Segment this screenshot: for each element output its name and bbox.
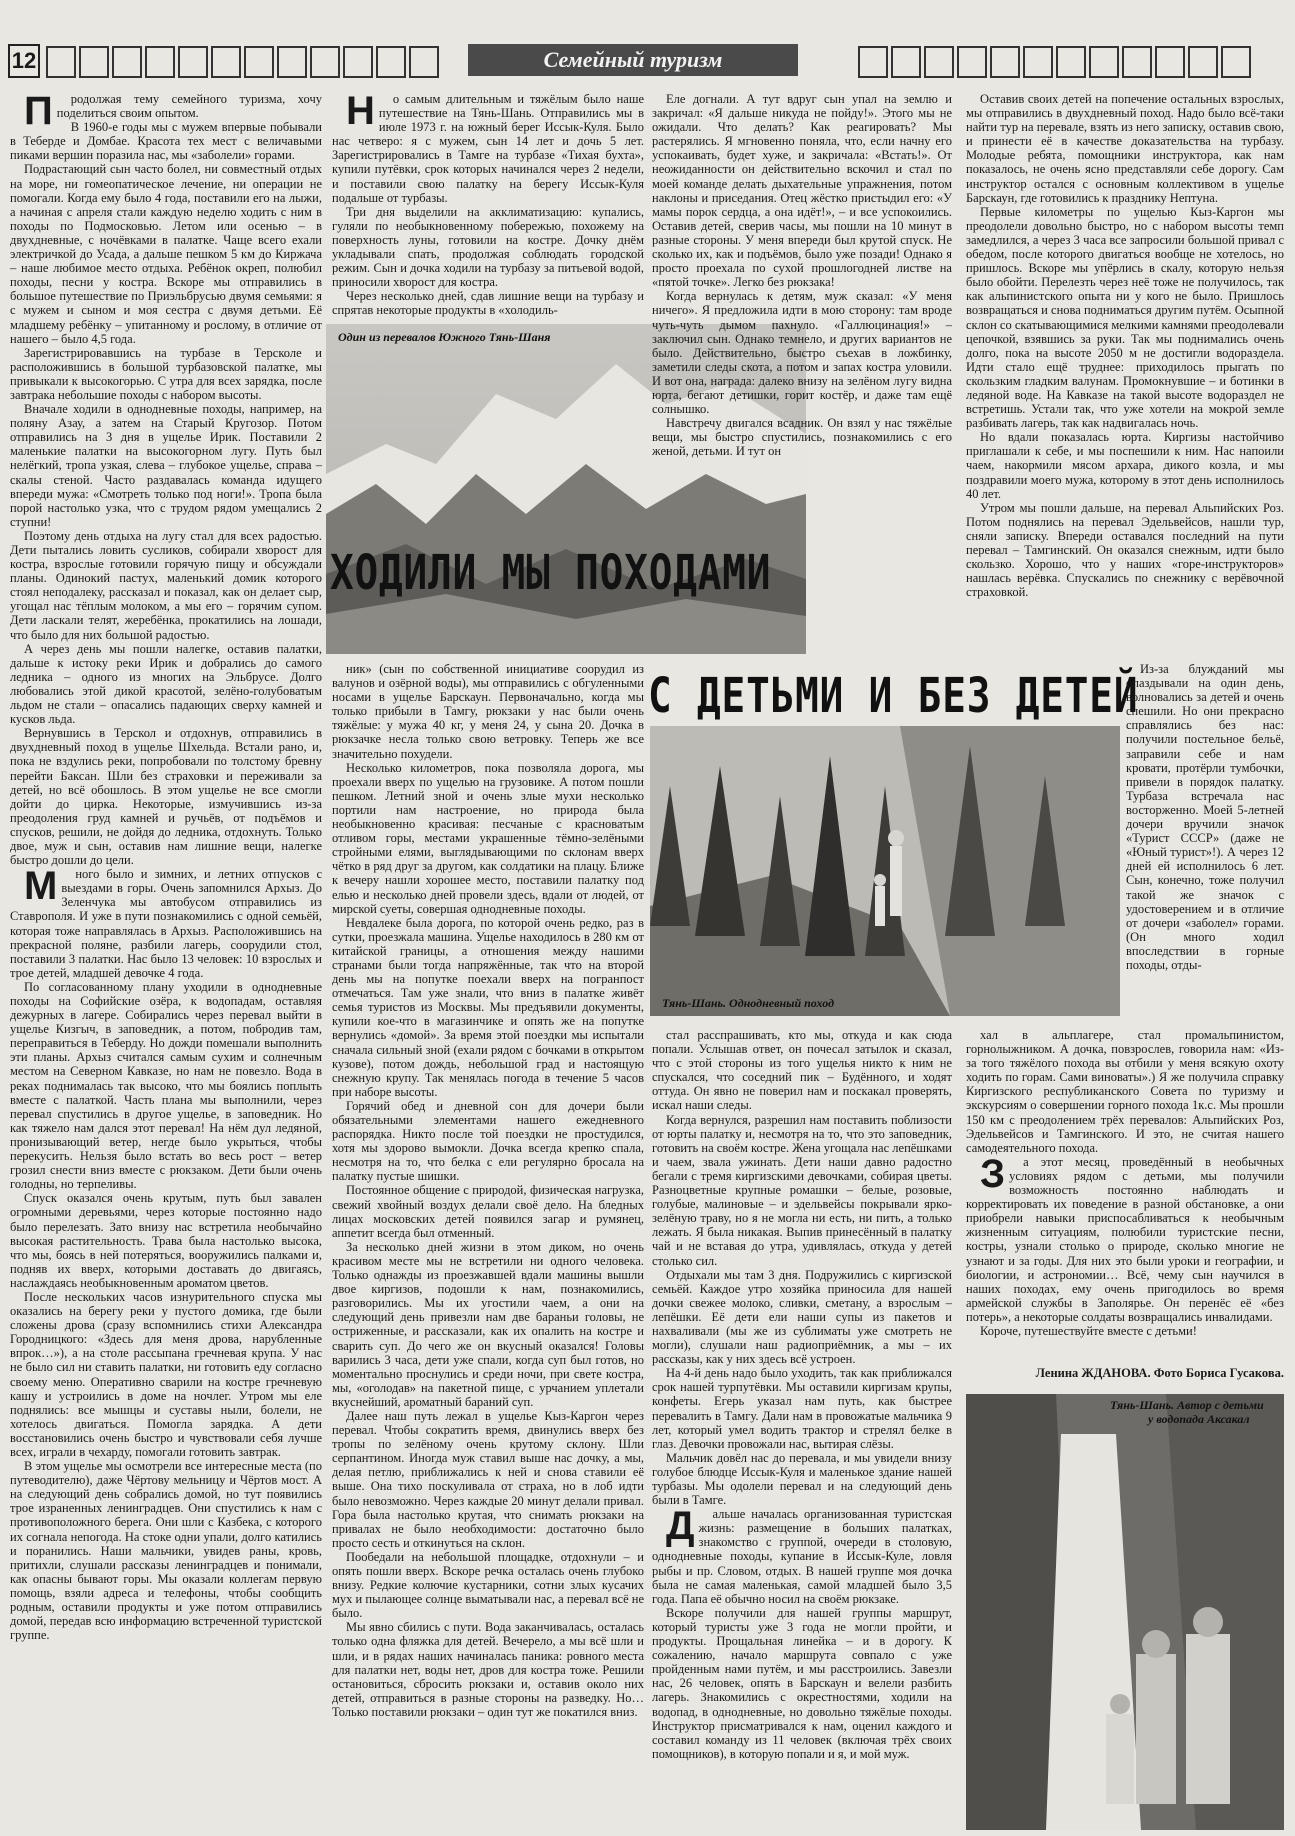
paragraph: За несколько дней жизни в этом диком, но очень красивом месте мы не встретили ни одного человека. Только однажды из проезжавшей вдали машины вышли двое киргизов, подошли к нам, познакомились, разговорились. Мы их угостили чаем, а они на следующий день привезли нам две бараньи головы, не остриженные, и рассказали, как их опалить на костре и сварить суп. До чего же он вкусный оказался! Головы варились 3 часа, дети уже спали, когда суп был готов, но моментально проснулись и среди ночи, при свете костра, мы, «оголодав» на пакетной пище, с урчанием уплетали вкуснейший, ароматный бараний суп. xyxy=(332,1239,644,1409)
paragraph: Мы явно сбились с пути. Вода заканчивалась, осталась только одна фляжка для детей. Вечерело, а мы всё шли и шли, и в рядах наших начиналась паника: ровного места для палатки нет, воды нет, дров для костра тоже. Решили остановиться, сбросить рюкзаки и, оставив около них детей, отправиться в разные стороны на разведку. Но… Только поставили рюкзаки – один тут же покатился вниз. xyxy=(332,1620,644,1719)
paragraph: Но вдали показалась юрта. Киргизы настойчиво приглашали к себе, и мы поспешили к ним. Нас напоили чаем, накормили мясом архара, дикого козла, и мы поздравили моего мужа, которому в этот день исполнилось 40 лет. xyxy=(966,430,1284,501)
paragraph: Постоянное общение с природой, физическая нагрузка, свежий хвойный воздух делали своё дело. На бледных лицах московских детей появился загар и румянец, аппетит всегда был отменный. xyxy=(332,1183,644,1240)
header-decoration-left xyxy=(46,46,439,78)
article-column-4-bottom xyxy=(966,1028,1284,1388)
paragraph: Навстречу двигался всадник. Он взял у нас тяжёлые вещи, мы быстро спустились, познакомились с его женой, детьми. И тут он xyxy=(652,416,952,459)
article-column-2-top xyxy=(332,89,644,320)
headline-line-1: ХОДИЛИ МЫ ПОХОДАМИ xyxy=(330,545,772,601)
paragraph: Отдыхали мы там 3 дня. Подружились с киргизской семьёй. Каждое утро хозяйка приносила для нашей дочки свежее молоко, сливки, сметану, а взрослым – лепёшки. Её дети ели наши супы из пакетов и нахваливали (мы же из сублиматы уже смотреть не могли), слушали наш радиоприёмник, а мы – их рассказы, как у них здесь всё устроен. xyxy=(652,1267,952,1367)
page-header xyxy=(0,40,1295,84)
headline-line-2: С ДЕТЬМИ И БЕЗ ДЕТЕЙ xyxy=(648,668,1139,724)
photo2-caption: Тянь-Шань. Однодневный поход xyxy=(662,996,835,1010)
paragraph: ник» (сын по собственной инициативе соорудил из валунов и озёрной воды), мы отправились с обгуленными носами в ущелье Барскаун. Первоначально, когда мы только прибыли в Тамгу, рюкзаки у нас были очень тяжёлые: у мужа 40 кг, у меня 24, у сына 20. Дочка в рюкзачке несла только свою ветровку. Теперь же все значительно похудели. xyxy=(332,662,644,761)
paragraph: После нескольких часов изнурительного спуска мы оказались на берегу реки у пустого домика, где были сложены дрова (сразу вспомнились стихи Александра Городницкого: «Здесь для меня дрова, нарубленные впрок…»), а на столе рассыпана гречневая крупа. У нас не было сил ни ставить палатки, ни готовить еду согласно своему меню. Оперативно сварили на костре гречневую кашу и устроились в доме на ночлег. Утром мы еле поднялись: все мышцы и суставы ныли, болели, не хотелось двигаться. Помогла зарядка. А дети восстановились очень быстро и чувствовали себя лучше всех, играли в чехарду, помогали готовить завтрак. xyxy=(10,1289,322,1459)
paragraph: Из-за блужданий мы опаздывали на один день, волновались за детей и очень спешили. Но они прекрасно справлялись без нас: получили постельное бельё, заправили себе и нам кровати, протёрли тумбочки, привели в порядок палатку. Турбаза встречала нас восторженно. Моей 5-летней дочери вручили значок «Турист СССР» (даже не «Юный турист»!). А через 12 дней ей исполнилось 6 лет. Сын, конечно, тоже получил такой же значок с удостоверением и в отличие от дочери «заболел» горами. (Он много ходил впоследствии в горные походы, отды- xyxy=(1126,662,1284,972)
paragraph: За этот месяц, проведённый в необычных условиях рядом с детьми, мы получили возможность постоянно наблюдать и корректировать их поведение в разной обстановке, а они приобрели навыки приспосабливаться к необычным жизненным ситуациям, полюбили туристские песни, костры, узнали столько о природе, сколько многие не узнают и за годы. Для них это были уроки и географии, и биологии, и астрономии… Всё, чему сын научился в наших походах, ему очень пригодилось во время армейской службы в Заполярье. Он перенёс её «без потерь», а некоторые солдаты возвращались инвалидами. xyxy=(966,1151,1284,1324)
signature-text: Ленина ЖДАНОВА. Фото Бориса Гусакова. xyxy=(1035,1366,1284,1380)
paragraph: Но самым длительным и тяжёлым было наше путешествие на Тянь-Шань. Отправились мы в июле 1973 г. на южный берег Иссык-Куля. Было нас четверо: я с мужем, сын 14 лет и дочь 5 лет. Зарегистрировались в Тамге на турбазе «Тихая бухта», купили путёвки, срок которых начинался через 2 недели, и поставили свою палатку на берегу Иссык-Куля подальше от турбазы. xyxy=(332,89,644,205)
paragraph: Когда вернулась к детям, муж сказал: «У меня ничего». Я предложила идти в мою сторону: там вроде чуть-чуть дымом пахнуло. «Галлюцинация!» – заключил сын. Однако темнело, и других вариантов не было. Действительно, быстро съехав в ложбинку, заметили следы скота, а потом и запах костра уловили. И вот она, награда: далеко внизу на зелёном лугу видна юрта, бегают детишки, горит костёр, и даже там ещё солнышко. xyxy=(652,289,952,417)
article-column-4-narrow xyxy=(1126,662,1284,1022)
paragraph: Далее наш путь лежал в ущелье Кыз-Каргон через перевал. Чтобы сократить время, двинулись вверх без тропы по зелёному очень крутому склону. Шли серпантином. Иногда муж ставил выше нас дочку, а мы, делая петлю, приближались к ней и снова ставили её выше. Она тихо поскуливала от страха, но в лоб идти было невозможно. Через каждые 20 минут делали привал. Гора была настолько крутая, что снимать рюкзаки на привалах не было необходимости: достаточно было просто сесть и откинуться на склон. xyxy=(332,1408,644,1550)
article-column-3-bottom xyxy=(652,1028,952,1832)
paragraph: хал в альплагере, стал промальпинистом, горнолыжником. А дочка, повзрослев, говорила нам: «Из-за того тяжёлого похода вы отбили у меня всякую охоту ходить по горам. Сами виноваты».) Я же получила справку Киргизского республиканского Совета по туризму и экскурсиям о совершении горного похода 1к.с. Мы прошли 150 км с преодолением трёх перевалов: Альпийских Роз, Эдельвейсов и Тамгинского. И это, не считая нашего самодеятельного похода. xyxy=(966,1028,1284,1155)
article-column-1 xyxy=(10,89,322,1832)
paragraph: Пообедали на небольшой площадке, отдохнули – и опять пошли вверх. Вскоре речка осталась очень глубоко внизу. Редкие колючие кустарники, сотни злых кусачих мух и пылающее солнце выматывали нас, а перевал всё не было. xyxy=(332,1549,644,1621)
photo-forest-trail xyxy=(650,726,1120,1016)
paragraph: Подрастающий сын часто болел, ни совместный отдых на море, ни гомеопатическое лечение, ни операции не помогали. Когда ему было 4 года, поставили его на лыжи, а начиная с апреля стали каждую неделю ходить с ним в походы по Подмосковью. Летом или осенью – в двухдневные, с ночёвками в палатке. Чаще всего ехали электричкой до Усада, а дальше пешком 5 км до Киржача – наше любимое место отдыха. Ребёнок окреп, полюбил походы, песни у костра. Вскоре мы отправились в большое путешествие по Приэльбрусью двумя семьями: я с мужем и сыном и моя сестра с двумя детьми. Её младшему ребёнку – упитанному и рослому, в отличие от нашего – было 4,5 года. xyxy=(10,162,322,346)
paragraph: В этом ущелье мы осмотрели все интересные места (по путеводителю), даже Чёртову мельницу и Чёртов мост. А на следующий день собрались домой, но тут появились трое израненных ленинградцев. Они спустились к нам с противоположного берега. Они шли с Казбека, с которого их согнала непогода. На стоке одни упали, долго катились и поранились. Наши мальчики, увидев раны, кровь, притихли, слушали рассказы ленинградцев и понимали, как опасны бывают горы. Мы оказали коллегам первую помощь, взяли адреса и телефоны, чтобы сообщить родным, оставили продукты и уже потом отправились домой, передав всю информацию встреченной туристской группе. xyxy=(10,1459,322,1643)
paragraph: Горячий обед и дневной сон для дочери были обязательными элементами нашего ежедневного распорядка. Никто после той поездки не простудился, хотя мы здорово вымокли. Дочка всегда крепко спала, несмотря на то, что белка с ели регулярно бросала на палатку пустые шишки. xyxy=(332,1098,644,1184)
paragraph: Невдалеке была дорога, по которой очень редко, раз в сутки, проезжала машина. Ущелье находилось в 280 км от китайской границы, а отношения между нашими странами были тогда напряжённые, так что на второй день мы на попутке поехали вверх на погранпост отмечаться. Там уже знали, что вниз в палатке живёт семья туристов из Москвы. Мы предъявили документы, купили кое-что в магазинчике и опять же на попутке вернулись «домой». За время этой поездки мы испытали сначала сильный зной (ехали рядом с бочками в открытом кузове), потом дождь, небольшой град и настоящую снежную крупу. Так менялась погода в течение 5 часов при наборе высоты. xyxy=(332,915,644,1099)
paragraph: А через день мы пошли налегке, оставив палатки, дальше к истоку реки Ирик и добрались до самого ледника – одного из многих на Эльбрусе. Долго любовались этой дикой красотой, зелёно-голубоватым льдом не стали – опасались падающих сверху камней и кусков льда. xyxy=(10,641,322,727)
author-signature xyxy=(966,1366,1284,1384)
section-rubric: Семейный туризм xyxy=(468,44,798,76)
photo-waterfall xyxy=(966,1394,1284,1830)
article-column-3-side xyxy=(812,324,954,658)
paragraph: Поэтому день отдыха на лугу стал для всех радостью. Дети пытались ловить сусликов, собирали хворост для костра, взрослые готовили горячую пищу и обсуждали планы. Одинокий пастух, маленький домик которого стоял неподалеку, рассказал и показал, как он делает сыр, угощал нас тёплым молоком, а мы его – горячим супом. Дети ласкали телят, жеребёнка, прокатились на лошади, что было для них большой радостью. xyxy=(10,528,322,642)
paragraph: Через несколько дней, сдав лишние вещи на турбазу и спрятав некоторые продукты в «холодиль- xyxy=(332,289,644,318)
paragraph: Спуск оказался очень крутым, путь был завален огромными деревьями, через которые постоянно надо было перелезать. Зато внизу нас встретила необычайно высокая растительность. Трава была настолько высока, что мы, боясь в ней потеряться, вооружились палками и, подняв их вверх, которыми доставать до двигаясь, наслаждаясь необыкновенным ароматом цветов. xyxy=(10,1191,322,1290)
paragraph: Еле догнали. А тут вдруг сын упал на землю и закричал: «Я дальше никуда не пойду!». Этого мы не ожидали. Что делать? Как реагировать? Мы растерялись. Я мгновенно поняла, что, если начну его успокаивать, будет хуже, и закричала: «Встать!». От неожиданности он действительно вскочил и стал по моей команде делать дыхательные упражнения, потом наклоны и приседания. Отец жёстко пристыдил его: «У мамы порок сердца, а она идёт!», – и все успокоились. Оставив детей, сверив часы, мы пошли на 10 минут в разные стороны. У меня впереди был крутой спуск. Не сколько их, как и подъёмов, было уже позади! Однако я просто проехала по сухой прошлогодней листве на «пятой точке». Легко без рюкзака! xyxy=(652,92,952,290)
paragraph: Когда вернулся, разрешил нам поставить поблизости от юрты палатку и, несмотря на то, что это заповедник, готовить на своём костре. Жена угощала нас лепёшками и чаем, звала ужинать. Дети наши давно радостно бегали с тремя киргизскими девочками, собирая цветы. Разноцветные крупные ромашки – белые, розовые, голубые, малиновые – и эдельвейсы покрывали ярко-зелёную траву, но я не могла ни есть, ни пить, а только лежать. Я была никакая. Выпив принесённый в палатку чай и не вставая до утра, удивлялась, откуда у детей столько сил. xyxy=(652,1112,952,1268)
paragraph: Дальше началась организованная туристская жизнь: размещение в больших палатках, знакомство с группой, очереди в столовую, однодневные походы, купание в Иссык-Куле, ловля рыбы и пр. Словом, отдых. В нашей группе моя дочка была не самая маленькая, самой младшей было 3,5 года. Папа её обычно носил на своём рюкзаке. xyxy=(652,1504,952,1606)
article-column-4-top xyxy=(966,92,1284,662)
article-column-2-bottom xyxy=(332,662,644,1832)
paragraph: Вначале ходили в однодневные походы, например, на поляну Азау, а затем на Старый Кругозор. Потом отправились на 3 дня в ущелье Ирик. Поставили 2 маленькие палатки на высокогорном лугу. Путь был нелёгкий, тропа узкая, слева – глубокое ущелье, справа – скалы стеной. Часто раздавалась команда идущего впереди мужа: «Смотреть только под ноги!». Тропа была порой настолько узка, что с трудом рядом умещались 2 ступни! xyxy=(10,402,322,529)
paragraph: На 4-й день надо было уходить, так как приближался срок нашей турпутёвки. Мы оставили киргизам крупы, конфеты. Егерь указал нам путь, как быстрее перевалить в Тамгу. Дали нам в провожатые мальчика 9 лет, который умел водить трактор и стрелял белке в глаз. Девочки провожали нас, вытирая слёзы. xyxy=(652,1366,952,1451)
photo3-caption-line2: у водопада Аксакал xyxy=(1148,1412,1250,1426)
photo1-caption: Один из перевалов Южного Тянь-Шаня xyxy=(338,330,551,344)
paragraph: Первые километры по ущелью Кыз-Каргон мы преодолели довольно быстро, но с набором высоты темп замедлился, а через 3 часа все запросили большой привал с обедом, после которого двигаться вообще не хотелось, но пришлось. Вскоре мы упёрлись в скалу, которую нельзя было обойти. Перелезть через неё тоже не получилось, так как альпинистского опыта ни у кого не было. Пришлось возвращаться и снова подниматься другим путём. Осыпной склон со скатывающимися мелкими камнями преодолевали цепочкой, взявшись за руки. Так мы поднимались очень долго, пока на высоте 2050 м не достигли водораздела. Идти стало ещё труднее: приходилось прыгать по скользким гладким валунам. Промокнувшие – и ботинки в ледяной воде. На Кавказе на такой высоте водораздел не встретишь. Устали так, что уже хотели на мокрой земле разбивать лагерь, так как надвигалась ночь. xyxy=(966,204,1284,431)
paragraph: Утром мы пошли дальше, на перевал Альпийских Роз. Потом поднялись на перевал Эдельвейсов, нашли тур, сняли записку. Впереди оставался последний на пути перевал – Тамгинский. Он оказался снежным, идти было скользко. Хорошо, что у наших «горе-инструкторов» нашлась верёвка. Спускались по снежнику с верёвочной страховкой. xyxy=(966,500,1284,600)
paragraph: стал расспрашивать, кто мы, откуда и как сюда попали. Услышав ответ, он почесал затылок и сказал, что с этой стороны из того ущелья никто к ним не спускался, что соседний пик – Будённого, и ходят оттуда. Он явно не поверил нам и поскакал проверять, искал наши следы. xyxy=(652,1028,952,1113)
waterfall-family-image xyxy=(966,1394,1284,1830)
photo3-caption-line1: Тянь-Шань. Автор с детьми xyxy=(1110,1398,1264,1412)
page-number: 12 xyxy=(8,44,40,78)
forest-hike-image xyxy=(650,726,1120,1016)
paragraph: По согласованному плану уходили в однодневные походы на Софийские озёра, к водопадам, оставляя дежурных в лагере. Собирались через перевал выйти в ущелье Кизгыч, в заповедник, а потом, побродив там, переправиться в Теберду. Но дожди помешали выполнить эти планы. Архыз считался самым сухим и солнечным местом на Северном Кавказе, но нам не повезло. Вода в реках поднималась так высоко, что мы боялись поплыть вместе с палаткой. Часть плана мы выполнили, через перевал спустились в другое ущелье, в заповедник. Но как тяжело нам дался этот перевал! На нём дул ледяной, пронизывающий ветер, негде было укрыться, чтобы перекусить. Нельзя было встать во весь рост – ветер грозил снести вниз вместе с рюкзаком. Дети были очень голодны, но терпеливы. xyxy=(10,979,322,1192)
paragraph: Мальчик довёл нас до перевала, и мы увидели внизу голубое блюдце Иссык-Куля и маленькое здание нашей турбазы. Мы одолели перевал и на следующий день были в Тамге. xyxy=(652,1450,952,1508)
paragraph: Оставив своих детей на попечение остальных взрослых, мы отправились в двухдневный поход. Надо было всё-таки найти тур на перевале, взять из него записку, оставив свою, и принести её в качестве доказательства на турбазу. Молодые ребята, помощники инструктора, как нам показалось, не очень ясно представляли себе дорогу. Сам инструктор остался с основным коллективом в ущелье Барскаун, где готовились к празднику Нептуна. xyxy=(966,92,1284,205)
paragraph: Несколько километров, пока позволяла дорога, мы проехали вверх по ущелью на грузовике. А потом пошли пешком. Летний зной и очень злые мухи несколько портили нам настроение, но природа была необыкновенно красивая: песчаные с красноватым отливом горы, местами украшенные тёмно-зелёными стройными елями, выглядывающими по склонам вверх чётко в ряд друг за другом, как солдатики на плацу. Ближе к вечеру нашли хорошее место, поставили палатку под елью и несколько дней провели здесь, вдали от людей, от мирской суеты, совершая однодневные походы. xyxy=(332,760,644,916)
paragraph: Много было и зимних, и летних отпусков с выездами в горы. Очень запомнился Архыз. До Зеленчука мы автобусом отправились из Ставрополя. И уже в пути познакомились с одной семьёй, которая тоже направлялась в Архыз. Расположившись на прекрасной поляне, разбили лагерь, соорудили стол, поставили 3 палатки. Нас было 13 человек: 10 взрослых и трое детей, младшей девочке 4 года. xyxy=(10,864,322,980)
article-column-3-top xyxy=(652,92,952,459)
paragraph: Продолжая тему семейного туризма, хочу поделиться своим опытом. xyxy=(24,89,322,133)
paragraph: Вернувшись в Терскол и отдохнув, отправились в двухдневный поход в ущелье Шхельда. Встали рано, и, пока не вздулись реки, попробовали по толстому бревну перейти Баксан. Шли без страховки и переживали за детей, но всё обошлось. В этом ущелье не все смогли дойти до цирка. Некоторые, измучившись из-за преодоления груд камней и ручьёв, от подъёмов и спусков, решили, не дойдя до ледника, отдохнуть. Только двое, муж и сын, оставив нам лишние вещи, налегке быстро дошли до цели. xyxy=(10,726,322,868)
paragraph: Вскоре получили для нашей группы маршрут, который туристы уже 3 года не могли пройти, и продукты. Прощальная линейка – и в дорогу. К сожалению, начало маршрута совпало с уже пройденным нами путём, и мы расстроились. Завезли нас, 26 человек, опять в Барскаун и велели разбить лагерь. Знакомились с окрестностями, ходили на водопад, в однодневные, но довольно тяжёлые походы. Инструктор присматривался к нам, оценил каждого и составил команду из 11 человек (включая трёх своих помощников), в которую попали и я, и мой муж. xyxy=(652,1605,952,1761)
paragraph: Три дня выделили на акклиматизацию: купались, гуляли по необыкновенному побережью, похожему на поверхность луны, готовили на костре. Дочку днём укладывали спать, продолжая соблюдать городской режим. Сын и дочка ходили на турбазу за питьевой водой, приносили хворост для костра. xyxy=(332,204,644,290)
header-decoration-right xyxy=(858,46,1251,78)
paragraph: Зарегистрировавшись на турбазе в Терсколе и расположившись в большой турбазовской палатке, мы привыкали к высокогорью. С утра для всех зарядка, после завтрака небольшие походы с набором высоты. xyxy=(10,345,322,402)
paragraph: В 1960-е годы мы с мужем впервые побывали в Теберде и Домбае. Красота тех мест с величавыми пиками вершин поразила нас, мы «заболели» горами. xyxy=(10,120,322,163)
paragraph: Короче, путешествуйте вместе с детьми! xyxy=(980,1323,1197,1338)
